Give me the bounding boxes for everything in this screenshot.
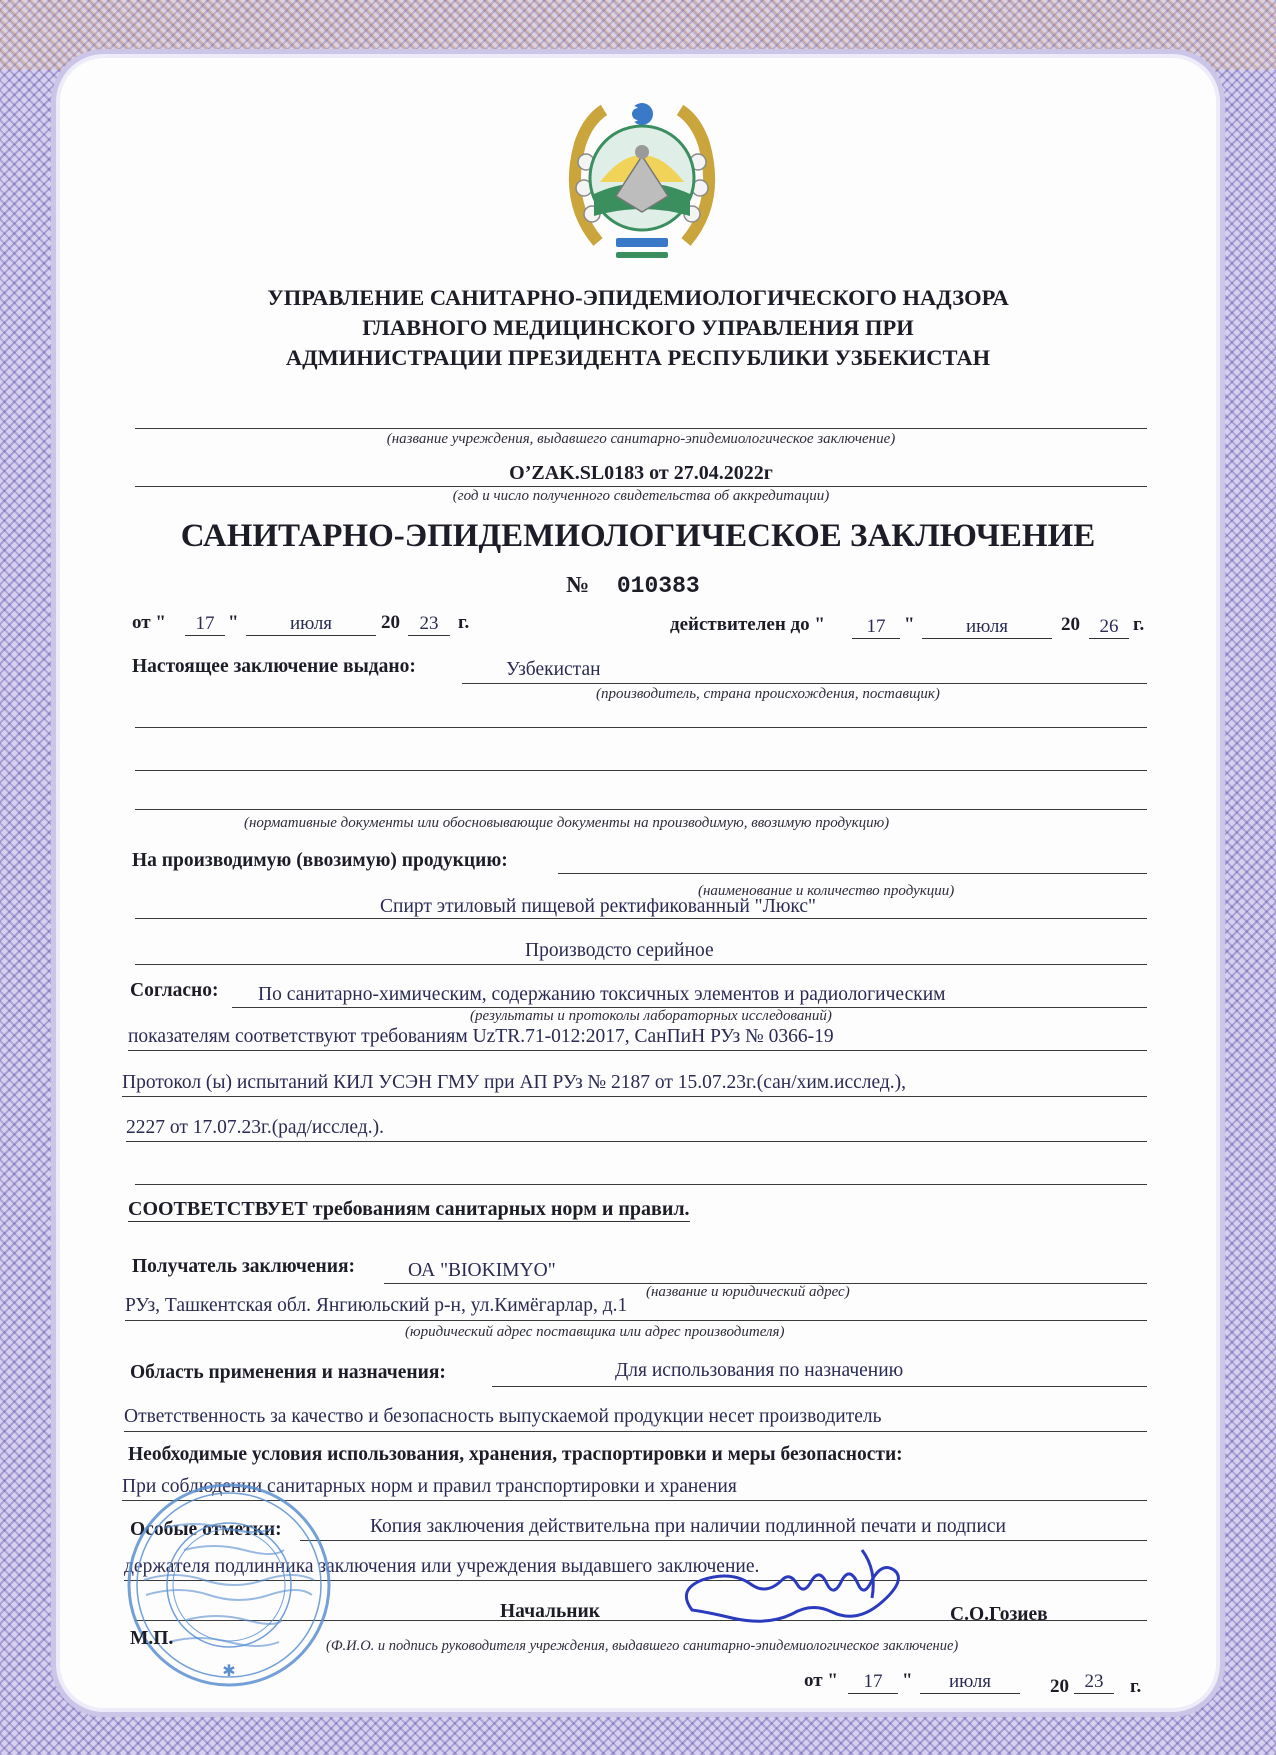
issue-date-year-prefix: 20 xyxy=(381,612,400,633)
issue-date-suffix: г. xyxy=(458,612,470,633)
recipient-value: ОА "BIOKIMYO" xyxy=(408,1260,556,1281)
valid-until-month: июля xyxy=(922,616,1052,639)
stamp-place-label: М.П. xyxy=(130,1628,174,1649)
signatory-position: Начальник xyxy=(500,1601,601,1622)
according-line-4: 2227 от 17.07.23г.(рад/исслед.). xyxy=(126,1117,384,1138)
according-line-3-rule xyxy=(122,1096,1147,1097)
valid-until-suffix: г. xyxy=(1133,614,1145,635)
according-line-1: По санитарно-химическим, содержанию токсичных элементов и радиологическим xyxy=(258,984,946,1005)
according-label: Согласно: xyxy=(130,980,219,1001)
valid-until-prefix: действителен до " xyxy=(670,614,825,635)
recipient-address-hint: (юридический адрес поставщика или адрес производителя) xyxy=(405,1324,785,1340)
scope-responsibility: Ответственность за качество и безопасность выпускаемой продукции несет производитель xyxy=(124,1406,882,1427)
according-hint: (результаты и протоколы лабораторных исследований) xyxy=(470,1008,832,1024)
conditions-label: Необходимые условия использования, хранения, траспортировки и меры безопасности: xyxy=(128,1444,903,1465)
scope-value: Для использования по назначению xyxy=(615,1360,904,1381)
recipient-address: РУз, Ташкентская обл. Янгиюльский р-н, ул.Кимёгарлар, д.1 xyxy=(125,1295,628,1316)
document-title: САНИТАРНО-ЭПИДЕМИОЛОГИЧЕСКОЕ ЗАКЛЮЧЕНИЕ xyxy=(180,518,1096,554)
docs-hint: (нормативные документы или обосновывающие документы на производимую, ввозимую продукцию) xyxy=(244,815,890,831)
issued-to-value: Узбекистан xyxy=(506,659,601,680)
product-line xyxy=(558,873,1147,874)
svg-text:✱: ✱ xyxy=(222,1661,236,1680)
product-hint: (наименование и количество продукции) xyxy=(698,883,955,899)
sign-date-year-prefix: 20 xyxy=(1050,1676,1069,1697)
signatory-name: С.О.Гозиев xyxy=(950,1604,1048,1625)
according-line-2: показателям соответствуют требованиям UzTR.71-012:2017, СанПиН РУз № 0366-19 xyxy=(128,1026,834,1047)
issue-date-month: июля xyxy=(246,613,376,636)
issued-to-label: Настоящее заключение выдано: xyxy=(132,656,416,677)
issue-date-quote: " xyxy=(228,612,239,633)
accreditation-hint: (год и число полученного свидетельства об аккредитации) xyxy=(452,488,830,504)
signatory-hint: (Ф.И.О. и подпись руководителя учреждения, выдавшего санитарно-эпидемиологическое заключение) xyxy=(326,1638,959,1654)
signature xyxy=(672,1540,922,1630)
docs-line-3 xyxy=(135,809,1147,810)
authority-name-hint: (название учреждения, выдавшего санитарно-эпидемиологическое заключение) xyxy=(386,431,896,447)
official-stamp xyxy=(124,1480,334,1690)
product-name-line xyxy=(135,918,1147,919)
authority-line-3: АДМИНИСТРАЦИИ ПРЕЗИДЕНТА РЕСПУБЛИКИ УЗБЕКИСТАН xyxy=(285,345,991,370)
authority-name-line xyxy=(135,428,1147,429)
notes-line-2: держателя подлинника заключения или учреждения выдавшего заключение. xyxy=(124,1556,760,1577)
product-label: На производимую (ввозимую) продукцию: xyxy=(132,850,508,871)
scope-label: Область применения и назначения: xyxy=(130,1362,446,1383)
certificate-number-value: 010383 xyxy=(616,573,700,599)
issue-date-day: 17 xyxy=(185,613,225,636)
valid-until-day: 17 xyxy=(852,616,900,639)
product-series-line xyxy=(135,964,1147,965)
sign-date-month: июля xyxy=(920,1671,1020,1694)
notes-line-1: Копия заключения действительна при наличии подлинной печати и подписи xyxy=(370,1516,1006,1537)
issued-to-line xyxy=(462,683,1147,684)
notes-label: Особые отметки: xyxy=(130,1519,282,1540)
issued-to-hint: (производитель, страна происхождения, поставщик) xyxy=(596,686,940,702)
conformity-rest: требованиям санитарных норм и правил. xyxy=(312,1198,690,1220)
valid-until-quote: " xyxy=(904,614,915,635)
uzbekistan-state-emblem-icon xyxy=(558,92,726,264)
product-series: Производсто серийное xyxy=(525,940,714,961)
conformity-bold: СООТВЕТСТВУЕТ xyxy=(128,1198,308,1220)
docs-line-2 xyxy=(135,770,1147,771)
conformity-statement xyxy=(128,1198,690,1222)
according-line-3: Протокол (ы) испытаний КИЛ УСЭН ГМУ при АП РУз № 2187 от 15.07.23г.(сан/хим.исслед.), xyxy=(122,1072,907,1093)
docs-line-1 xyxy=(135,727,1147,728)
accreditation-line xyxy=(135,486,1147,487)
conditions-value: При соблюдении санитарных норм и правил транспортировки и хранения xyxy=(122,1476,737,1497)
accreditation-value: O’ZAK.SL0183 от 27.04.2022г xyxy=(509,462,773,484)
sign-date-year: 23 xyxy=(1074,1671,1114,1694)
sign-date-quote: " xyxy=(902,1670,913,1691)
valid-until-year: 26 xyxy=(1089,616,1129,639)
recipient-hint: (название и юридический адрес) xyxy=(646,1284,850,1300)
scope-responsibility-line xyxy=(124,1431,1147,1432)
product-name: Спирт этиловый пищевой ректификованный "Люкс" xyxy=(380,896,816,917)
sign-date-prefix: от " xyxy=(804,1670,838,1691)
issue-date-prefix: от " xyxy=(132,612,166,633)
according-line-5-rule xyxy=(135,1184,1147,1185)
authority-header xyxy=(130,283,1146,373)
sign-date-day: 17 xyxy=(848,1671,898,1694)
valid-until-year-prefix: 20 xyxy=(1061,614,1080,635)
according-line-2-rule xyxy=(128,1050,1147,1051)
authority-line-1: УПРАВЛЕНИЕ САНИТАРНО-ЭПИДЕМИОЛОГИЧЕСКОГО НАДЗОРА xyxy=(267,285,1009,310)
certificate-number xyxy=(566,572,700,599)
according-line-4-rule xyxy=(126,1141,1147,1142)
sign-date-suffix: г. xyxy=(1130,1676,1142,1697)
recipient-label: Получатель заключения: xyxy=(132,1256,356,1277)
recipient-address-line xyxy=(125,1320,1147,1321)
scope-line xyxy=(492,1386,1147,1387)
issue-date-year: 23 xyxy=(408,613,450,636)
authority-line-2: ГЛАВНОГО МЕДИЦИНСКОГО УПРАВЛЕНИЯ ПРИ xyxy=(362,315,914,340)
number-sign: № xyxy=(566,572,590,597)
